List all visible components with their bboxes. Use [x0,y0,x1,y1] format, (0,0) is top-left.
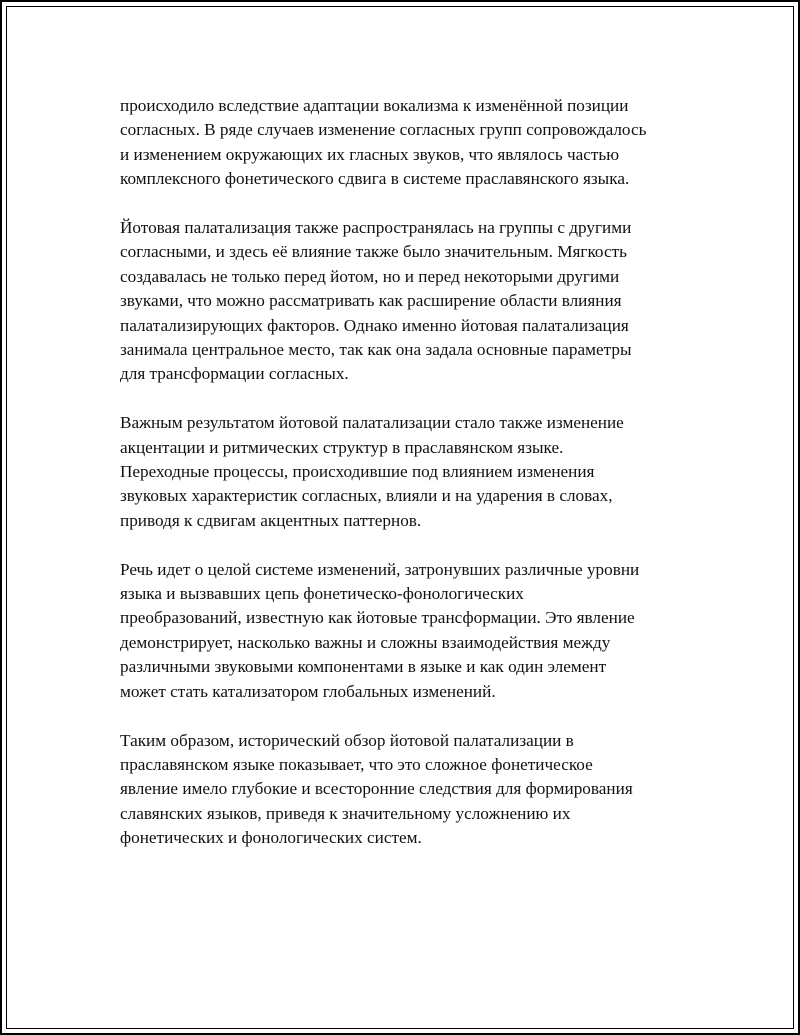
text-line: звуками, что можно рассматривать как расширение области влияния [120,291,622,311]
text-line: Переходные процессы, происходившие под влиянием изменения [120,462,595,482]
text-line: согласными, и здесь её влияние также было значительным. Мягкость [120,242,627,262]
text-line: занимала центральное место, так как она задала основные параметры [120,340,632,360]
text-line: может стать катализатором глобальных изменений. [120,681,496,701]
text-line: языка и вызвавших цепь фонетическо-фонологических [120,584,524,604]
paragraph-1 [120,94,710,192]
text-line: демонстрирует, насколько важны и сложны взаимодействия между [120,632,611,652]
text-line: происходило вследствие адаптации вокализма к изменённой позиции [120,96,629,115]
document-body [120,94,710,875]
text-line: Таким образом, исторический обзор йотовой палатализации в [120,730,574,750]
text-line: приводя к сдвигам акцентных паттернов. [120,510,422,530]
text-line: акцентации и ритмических структур в праславянском языке. [120,437,564,457]
text-line: различными звуковыми компонентами в языке и как один элемент [120,657,607,677]
text-line: славянских языков, приведя к значительному усложнению их [120,803,571,823]
text-line: праславянском языке показывает, что это сложное фонетическое [120,754,593,774]
paragraph-3 [120,411,710,533]
paragraph-5 [120,729,710,851]
paragraph-4 [120,558,710,704]
text-line: явление имело глубокие и всесторонние следствия для формирования [120,779,633,799]
text-line: и изменением окружающих их гласных звуков, что являлось частью [120,144,620,164]
text-line: комплексного фонетического сдвига в системе праславянского языка. [120,169,630,189]
text-line: создавалась не только перед йотом, но и перед некоторыми другими [120,266,620,286]
text-line: для трансформации согласных. [120,364,349,384]
text-line: Речь идет о целой системе изменений, затронувших различные уровни [120,559,640,579]
paragraph-2 [120,216,710,387]
text-line: фонетических и фонологических систем. [120,828,422,848]
text-line: Важным результатом йотовой палатализации стало также изменение [120,413,624,433]
text-line: палатализирующих факторов. Однако именно йотовая палатализация [120,315,629,335]
text-line: Йотовая палатализация также распространялась на группы с другими [120,218,632,238]
text-line: преобразований, известную как йотовые трансформации. Это явление [120,608,635,628]
text-line: звуковых характеристик согласных, влияли и на ударения в словах, [120,486,613,506]
text-line: согласных. В ряде случаев изменение согласных групп сопровождалось [120,120,647,140]
